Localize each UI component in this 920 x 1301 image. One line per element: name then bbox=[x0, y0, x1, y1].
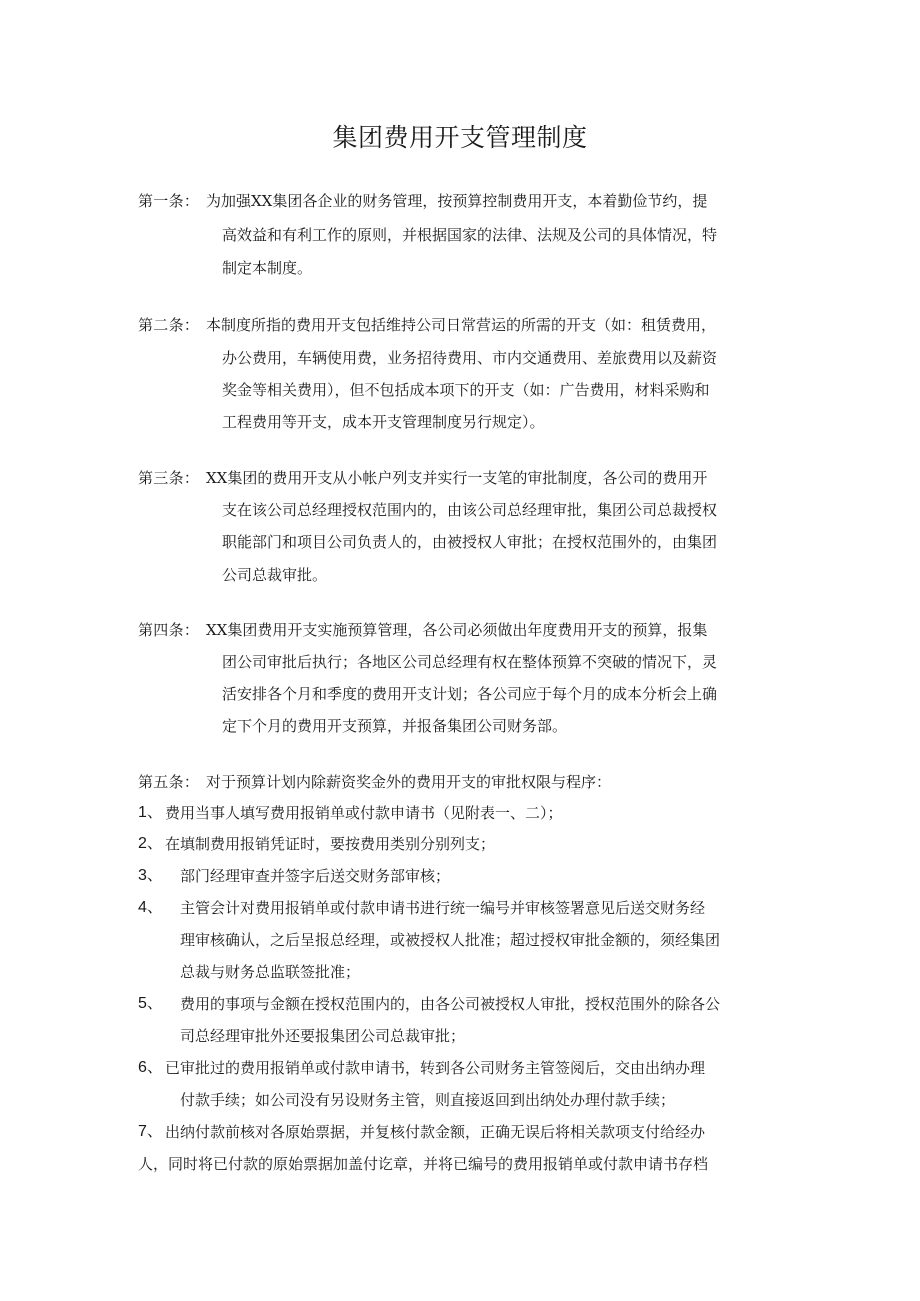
article-3-line-4: 公司总裁审批。 bbox=[222, 566, 328, 584]
article-1-label: 第一条： bbox=[138, 192, 200, 210]
item-2-number: 2、 bbox=[138, 835, 163, 852]
article-3-line-3: 职能部门和项目公司负责人的，由被授权人审批；在授权范围外的，由集团 bbox=[222, 533, 718, 551]
article-4-line-3: 活安排各个月和季度的费用开支计划；各公司应于每个月的成本分析会上确 bbox=[222, 685, 718, 703]
article-1-line-1: 为加强XX集团各企业的财务管理，按预算控制费用开支，本着勤俭节约，提 bbox=[206, 192, 708, 210]
item-7-line-2: 人，同时将已付款的原始票据加盖付讫章，并将已编号的费用报销单或付款申请书存档 bbox=[138, 1155, 709, 1173]
article-2-line-4: 工程费用等开支，成本开支管理制度另行规定）。 bbox=[222, 413, 545, 431]
article-3-label: 第三条： bbox=[138, 469, 200, 487]
item-5-number: 5、 bbox=[138, 995, 163, 1012]
article-3-line-1: XX集团的费用开支从小帐户列支并实行一支笔的审批制度，各公司的费用开 bbox=[206, 469, 708, 487]
article-5-intro: 对于预算计划内除薪资奖金外的费用开支的审批权限与程序： bbox=[206, 773, 612, 791]
article-4-line-2: 团公司审批后执行；各地区公司总经理有权在整体预算不突破的情况下，灵 bbox=[222, 653, 718, 671]
item-1-line-1: 费用当事人填写费用报销单或付款申请书（见附表一、二）； bbox=[165, 804, 563, 822]
item-6-number: 6、 bbox=[138, 1059, 163, 1076]
article-2-label: 第二条： bbox=[138, 316, 200, 334]
item-6-line-1: 已审批过的费用报销单或付款申请书，转到各公司财务主管签阅后，交由出纳办理 bbox=[165, 1059, 706, 1077]
item-7-line-1: 出纳付款前核对各原始票据，并复核付款金额，正确无误后将相关款项支付给经办 bbox=[165, 1123, 706, 1141]
article-4-line-1: XX集团费用开支实施预算管理，各公司必须做出年度费用开支的预算，报集 bbox=[206, 621, 708, 639]
item-4-line-3: 总裁与财务总监联签批准； bbox=[180, 963, 361, 981]
article-4-label: 第四条： bbox=[138, 621, 200, 639]
article-1-line-3: 制定本制度。 bbox=[222, 259, 313, 277]
item-5-line-1: 费用的事项与金额在授权范围内的，由各公司被授权人审批，授权范围外的除各公 bbox=[180, 995, 721, 1013]
document-title: 集团费用开支管理制度 bbox=[332, 123, 588, 152]
item-4-line-1: 主管会计对费用报销单或付款申请书进行统一编号并审核签署意见后送交财务经 bbox=[180, 899, 706, 917]
article-3-line-2: 支在该公司总经理授权范围内的，由该公司总经理审批，集团公司总裁授权 bbox=[222, 501, 718, 519]
article-4-line-4: 定下个月的费用开支预算，并报备集团公司财务部。 bbox=[222, 717, 568, 735]
item-4-number: 4、 bbox=[138, 899, 163, 916]
item-4-line-2: 理审核确认，之后呈报总经理，或被授权人批准；超过授权审批金额的，须经集团 bbox=[180, 931, 721, 949]
item-3-line-1: 部门经理审查并签字后送交财务部审核； bbox=[180, 867, 451, 885]
item-6-line-2: 付款手续；如公司没有另设财务主管，则直接返回到出纳处办理付款手续； bbox=[180, 1091, 676, 1109]
item-5-line-2: 司总经理审批外还要报集团公司总裁审批； bbox=[180, 1027, 466, 1045]
article-2-line-3: 奖金等相关费用），但不包括成本项下的开支（如：广告费用，材料采购和 bbox=[222, 381, 710, 399]
article-2-line-1: 本制度所指的费用开支包括维持公司日常营运的所需的开支（如：租赁费用， bbox=[206, 316, 717, 334]
item-7-number: 7、 bbox=[138, 1123, 163, 1140]
article-5-label: 第五条： bbox=[138, 773, 200, 791]
article-1-line-2: 高效益和有利工作的原则，并根据国家的法律、法规及公司的具体情况，特 bbox=[222, 226, 718, 244]
item-2-line-1: 在填制费用报销凭证时，要按费用类别分别列支； bbox=[165, 835, 496, 853]
item-3-number: 3、 bbox=[138, 867, 163, 884]
article-2-line-2: 办公费用，车辆使用费，业务招待费用、市内交通费用、差旅费用以及薪资 bbox=[222, 349, 718, 367]
item-1-number: 1、 bbox=[138, 804, 163, 821]
